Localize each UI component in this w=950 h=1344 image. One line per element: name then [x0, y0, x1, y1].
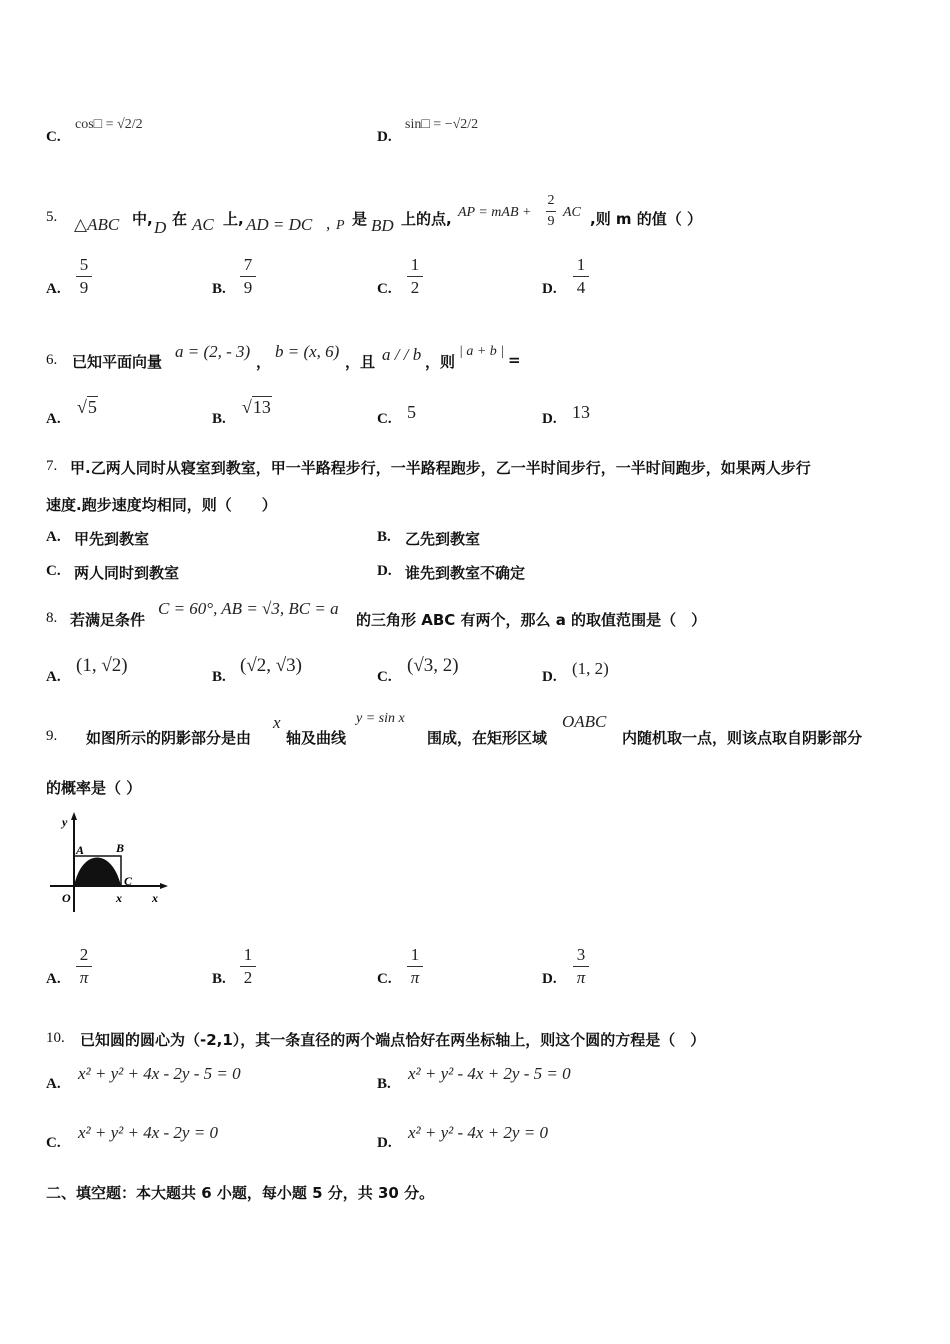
q9-option-c-label: C. [377, 971, 392, 987]
y-axis-arrow [71, 812, 77, 820]
q8-option-c-label: C. [377, 669, 392, 685]
q10-option-b-value: x² + y² - 4x + 2y - 5 = 0 [408, 1064, 571, 1083]
q7-number: 7. [46, 458, 58, 474]
q7-option-a-text: 甲先到教室 [74, 530, 150, 548]
q10-option-c-value: x² + y² + 4x - 2y = 0 [78, 1123, 218, 1142]
q6-text: 已知平面向量 [72, 353, 163, 371]
q8-option-c-value: (√3, 2) [407, 655, 459, 676]
q7-option-d-label: D. [377, 563, 392, 579]
q5-vector-ac: AC [563, 205, 581, 220]
q4-option-d-math: sin□ = −√2/2 [405, 117, 479, 132]
q5-comma: , [326, 214, 331, 233]
q5-text: 是 [352, 210, 368, 228]
q10-option-d-label: D. [377, 1135, 392, 1151]
q6-option-a-label: A. [46, 411, 61, 427]
q5-point-d: D [154, 218, 167, 237]
q6-number: 6. [46, 352, 58, 368]
q9-text: 如图所示的阴影部分是由 [86, 729, 252, 747]
q5-text: 上, [223, 210, 244, 228]
fig-label-c: C [124, 874, 133, 888]
q8-question-tail: 的三角形 ABC 有两个，那么 a 的取值范围是（ ） [356, 611, 707, 629]
q10-option-b-label: B. [377, 1076, 391, 1092]
q4-option-c-label: C. [46, 129, 61, 145]
q4-option-c-math: cos□ = √2/2 [75, 117, 143, 132]
q7-option-c-text: 两人同时到教室 [74, 564, 180, 582]
q7-option-d-text: 谁先到教室不确定 [405, 564, 526, 582]
q9-option-b-value: 1 2 [240, 946, 256, 987]
q10-number: 10. [46, 1030, 65, 1046]
q7-option-b-label: B. [377, 529, 391, 545]
q7-text-line1: 甲.乙两人同时从寝室到教室，甲一半路程步行，一半路程跑步，乙一半时间步行，一半时间跑步，如果两人步行 [70, 459, 811, 477]
q9-x: x [273, 713, 281, 732]
q10-text: 已知圆的圆心为（-2,1），其一条直径的两个端点恰好在两坐标轴上，则这个圆的方程是（ ） [80, 1031, 706, 1049]
q9-rect-name: OABC [562, 712, 607, 731]
q5-option-b-value: 7 9 [240, 256, 256, 297]
q6-option-b-label: B. [212, 411, 226, 427]
q6-parallel: a / / b [382, 345, 422, 364]
q8-option-b-value: (√2, √3) [240, 655, 303, 676]
q9-option-a-label: A. [46, 971, 61, 987]
q8-option-a-value: (1, √2) [76, 655, 128, 676]
q7-option-b-text: 乙先到教室 [405, 530, 481, 548]
q5-segment-bd: BD [371, 216, 394, 235]
q6-vector-a: a = (2, - 3) [175, 342, 251, 361]
q5-option-a-value: 5 9 [76, 256, 92, 297]
q10-option-c-label: C. [46, 1135, 61, 1151]
q6-text: ，且 [345, 353, 376, 371]
q6-option-d-value: 13 [572, 402, 590, 422]
q8-option-b-label: B. [212, 669, 226, 685]
q6-vector-b: b = (x, 6) [275, 342, 340, 361]
fig-label-o: O [62, 891, 71, 905]
q9-text: 内随机取一点，则该点取自阴影部分 [622, 729, 863, 747]
fig-label-x-tick: x [116, 891, 122, 905]
fig-label-y: y [62, 815, 68, 829]
q10-option-a-label: A. [46, 1076, 61, 1092]
q5-point-p: P [336, 218, 345, 233]
q6-option-c-value: 5 [407, 402, 416, 422]
q8-text: 若满足条件 [70, 611, 146, 629]
q6-option-a-value: √5 [77, 397, 97, 417]
q5-option-c-label: C. [377, 281, 392, 297]
q5-number: 5. [46, 209, 58, 225]
q6-option-d-label: D. [542, 411, 557, 427]
q9-text-line2: 的概率是（ ） [46, 779, 142, 797]
q5-triangle: △ABC [74, 215, 120, 234]
q6-magnitude: | a + b | [459, 344, 505, 359]
q5-option-b-label: B. [212, 281, 226, 297]
q5-text: 上的点, [401, 210, 452, 228]
q4-option-d-label: D. [377, 129, 392, 145]
x-axis-arrow [160, 883, 168, 889]
q9-number: 9. [46, 728, 58, 744]
q9-option-a-value: 2 π [76, 946, 92, 987]
q8-option-d-value: (1, 2) [572, 659, 609, 678]
q5-question-tail: ,则 m 的值（ ） [590, 210, 702, 228]
q9-text: 轴及曲线 [286, 729, 347, 747]
fig-label-a: A [76, 843, 85, 857]
q8-option-a-label: A. [46, 669, 61, 685]
shaded-sine-region [74, 858, 121, 887]
q5-option-d-value: 1 4 [573, 256, 589, 297]
q9-text: 围成，在矩形区域 [427, 729, 548, 747]
q6-option-c-label: C. [377, 411, 392, 427]
q9-option-b-label: B. [212, 971, 226, 987]
q5-option-d-label: D. [542, 281, 557, 297]
q5-option-a-label: A. [46, 281, 61, 297]
fig-label-x: x [152, 891, 158, 905]
q9-option-d-label: D. [542, 971, 557, 987]
q9-figure [44, 808, 176, 920]
q9-option-d-value: 3 π [573, 946, 589, 987]
q5-option-c-value: 1 2 [407, 256, 423, 297]
q6-text: ，则 [425, 353, 456, 371]
q6-option-b-value: √13 [242, 397, 271, 417]
q9-option-c-value: 1 π [407, 946, 423, 987]
q5-text: 在 [172, 210, 188, 228]
q5-fraction: 2 9 [547, 193, 555, 229]
q10-option-d-value: x² + y² - 4x + 2y = 0 [408, 1123, 548, 1142]
q8-number: 8. [46, 610, 58, 626]
q6-comma: ， [256, 353, 272, 371]
q5-segment-ac: AC [192, 215, 214, 234]
q7-option-a-label: A. [46, 529, 61, 545]
q8-condition: C = 60°, AB = √3, BC = a [158, 599, 339, 618]
q5-text: 中, [132, 210, 153, 228]
q5-vector-eq: AP = mAB + [458, 205, 532, 220]
q7-text-line2: 速度.跑步速度均相同，则（ ） [46, 496, 277, 514]
section-2-heading: 二、填空题：本大题共 6 小题，每小题 5 分，共 30 分。 [46, 1184, 435, 1202]
fig-label-b: B [116, 841, 125, 855]
q6-equals: = [508, 351, 521, 369]
q10-option-a-value: x² + y² + 4x - 2y - 5 = 0 [78, 1064, 241, 1083]
q5-equation: AD = DC [246, 215, 313, 234]
q9-curve: y = sin x [356, 711, 405, 726]
q8-option-d-label: D. [542, 669, 557, 685]
q7-option-c-label: C. [46, 563, 61, 579]
